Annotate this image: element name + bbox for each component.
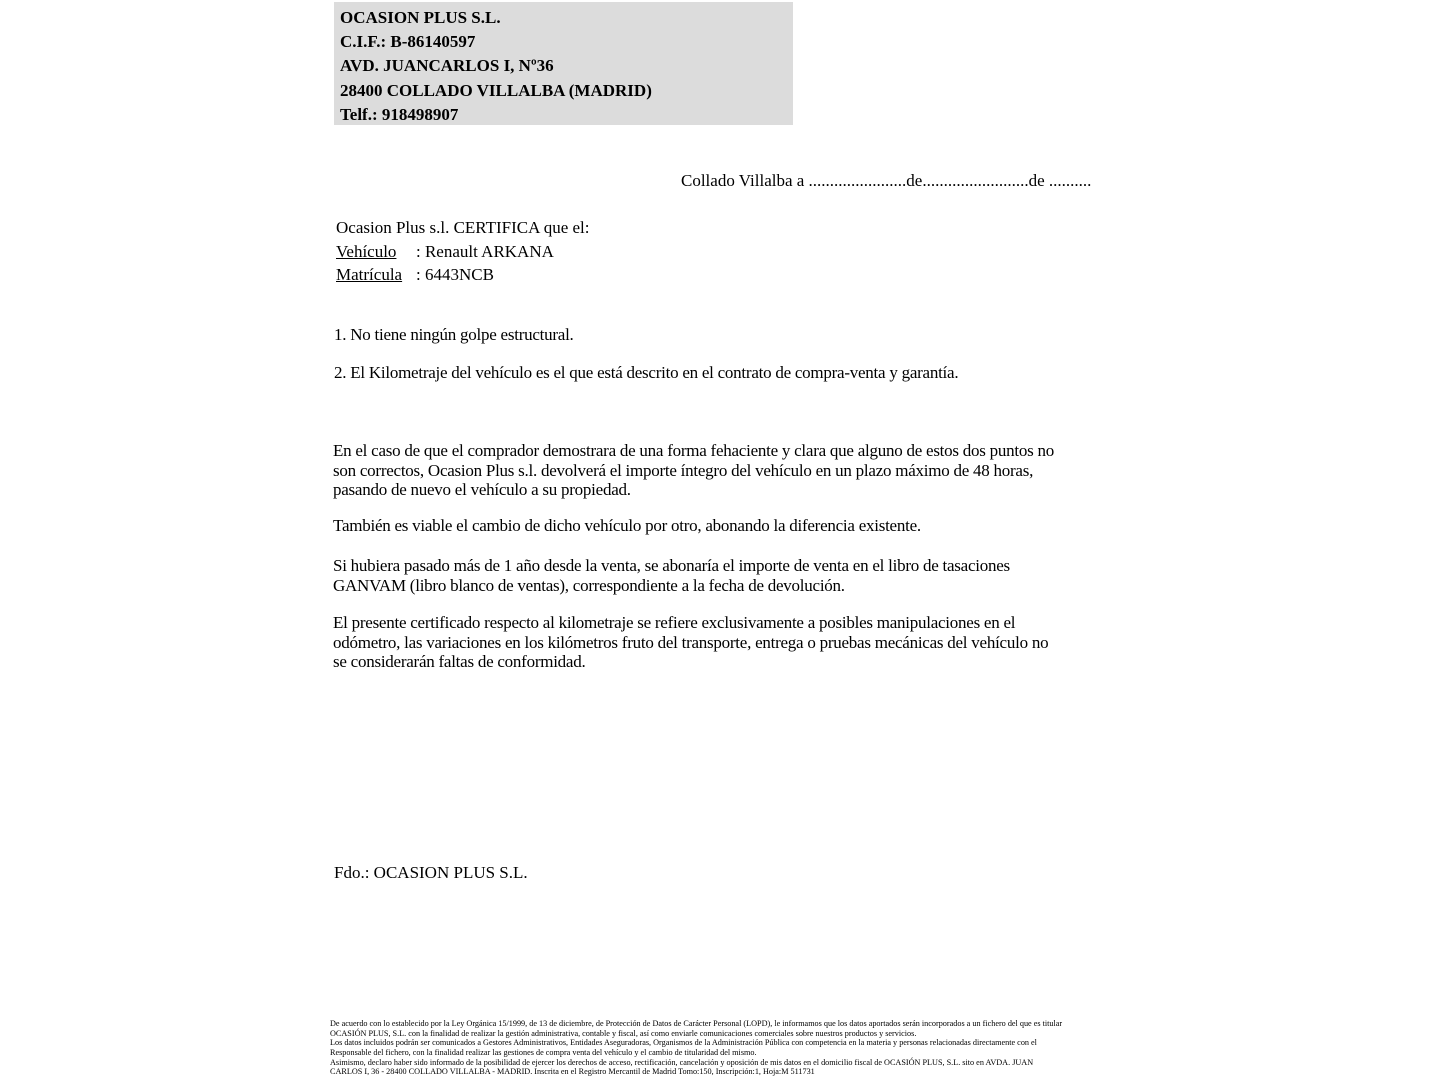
paragraph-odometer-line: El presente certificado respecto al kilometraje se refiere exclusivamente a posibles manipulaciones en el (333, 613, 1016, 632)
legal-footer-line: Asimismo, declaro haber sido informado de la posibilidad de ejercer los derechos de acceso, rectificación, cancelación y oposición de mis datos en el domicilio fiscal de OCASIÓN PLUS, S.L. sito en AVDA. JUAN (330, 1057, 1034, 1067)
company-address: AVD. JUANCARLOS I, Nº36 (340, 56, 554, 76)
plate-label: Matrícula (336, 265, 403, 284)
date-line: Collado Villalba a .......................de.........................de .......... (681, 171, 1092, 190)
paragraph-odometer-line: odómetro, las variaciones en los kilómetros fruto del transporte, entrega o pruebas mecánicas del vehículo no (333, 632, 1049, 652)
paragraph-odometer-line: se considerarán faltas de conformidad. (333, 652, 586, 672)
certification-intro: Ocasion Plus s.l. CERTIFICA que el: (336, 218, 590, 237)
paragraph-ganvam-line: Si hubiera pasado más de 1 año desde la venta, se abonaría el importe de venta en el libro de tasaciones (333, 556, 1010, 575)
paragraph-ganvam-line: GANVAM (libro blanco de ventas), correspondiente a la fecha de devolución. (333, 575, 845, 595)
paragraph-refund-line: son correctos, Ocasion Plus s.l. devolverá el importe íntegro del vehículo en un plazo máximo de 48 horas, (333, 460, 1034, 480)
company-header-box (334, 2, 793, 125)
legal-footer-line: CARLOS I, 36 - 28400 COLLADO VILLALBA - MADRID. Inscrita en el Registro Mercantil de Madrid Tomo:150, Inscripción:1, Hoja:M 511731 (330, 1067, 815, 1077)
legal-footer (330, 1019, 1120, 1077)
paragraph-exchange (333, 516, 921, 536)
point-no-structural-damage: 1. No tiene ningún golpe estructural. (334, 325, 574, 344)
vehicle-value: : Renault ARKANA (416, 241, 554, 261)
certification-block (336, 216, 590, 287)
company-phone: Telf.: 918498907 (340, 104, 459, 124)
company-cif: C.I.F.: B-86140597 (340, 32, 476, 52)
company-city: 28400 COLLADO VILLALBA (MADRID) (340, 80, 652, 100)
company-name: OCASION PLUS S.L. (340, 8, 501, 27)
vehicle-label: Vehículo (336, 241, 397, 261)
paragraph-refund-line: En el caso de que el comprador demostrara de una forma fehaciente y clara que alguno de estos dos puntos no (333, 441, 1054, 460)
point-mileage: 2. El Kilometraje del vehículo es el que está descrito en el contrato de compra-venta y garantía. (334, 363, 959, 382)
paragraph-odometer (333, 613, 1048, 672)
signature-line: Fdo.: OCASION PLUS S.L. (334, 863, 528, 882)
legal-footer-line: De acuerdo con lo establecido por la Ley Orgánica 15/1999, de 13 de diciembre, de Protección de Datos de Carácter Personal (LOPD), le informamos que los datos aportados serán incorporados a un fichero del que es titular (330, 1019, 1063, 1028)
plate-field (336, 263, 590, 287)
paragraph-ganvam (333, 556, 1010, 595)
plate-value: : 6443NCB (416, 265, 494, 284)
legal-footer-line: Los datos incluidos podrán ser comunicados a Gestores Administrativos, Entidades Aseguradoras, Organismos de la Administración Pública con competencia en la materia y personas relacionadas directamente con el (330, 1038, 1037, 1048)
paragraph-refund (333, 441, 1054, 500)
vehicle-field (336, 240, 590, 264)
paragraph-refund-line: pasando de nuevo el vehículo a su propiedad. (333, 480, 631, 500)
legal-footer-line: OCASIÓN PLUS, S.L. con la finalidad de realizar la gestión administrativa, contable y fiscal, así como enviarle comunicaciones comerciales sobre nuestros productos y servicios. (330, 1028, 917, 1038)
legal-footer-line: Responsable del fichero, con la finalidad realizar las gestiones de compra venta del vehículo y el cambio de titularidad del mismo. (330, 1047, 757, 1057)
paragraph-exchange-line: También es viable el cambio de dicho vehículo por otro, abonando la diferencia existente. (333, 516, 921, 535)
